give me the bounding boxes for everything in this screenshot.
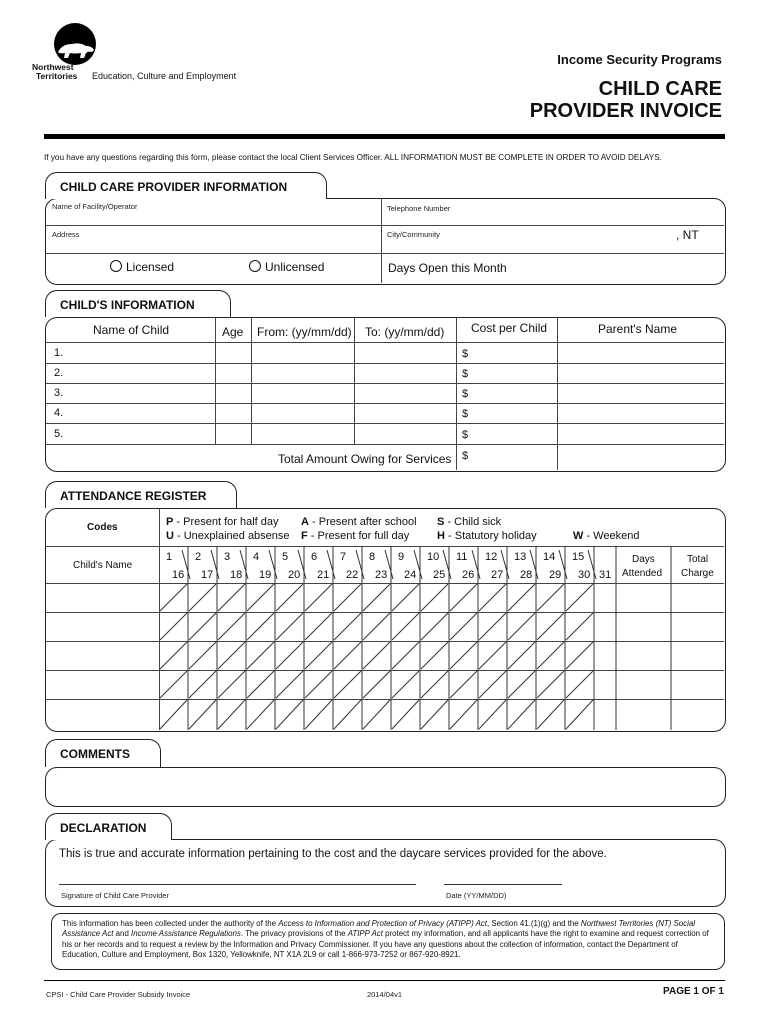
cost-dollar-3: $	[462, 388, 469, 400]
attendance-cell-diagonal	[247, 671, 274, 698]
code-f: F - Present for full day	[301, 530, 410, 542]
attendance-cell-diagonal	[479, 642, 506, 669]
attendance-cell-diagonal	[479, 700, 506, 729]
col-to-date: To: (yy/mm/dd)	[365, 325, 445, 339]
department-name: Education, Culture and Employment	[92, 71, 237, 81]
day-label-top: 9	[398, 551, 405, 563]
attendance-cell-diagonal	[537, 642, 564, 669]
declaration-title: DECLARATION	[60, 821, 147, 835]
attendance-cell-diagonal	[479, 584, 506, 611]
codes-label: Codes	[87, 522, 118, 533]
day-label-top: 10	[427, 551, 440, 563]
day-label-top: 6	[311, 551, 318, 563]
attendance-cell-diagonal	[508, 700, 535, 729]
day-label-bottom: 21	[317, 569, 330, 581]
attendance-cell-diagonal	[508, 642, 535, 669]
child-row-2-number: 2.	[54, 367, 64, 379]
attendance-cell-diagonal	[566, 642, 593, 669]
attendance-cell-diagonal	[450, 613, 477, 640]
attendance-cell-diagonal	[421, 700, 448, 729]
cost-dollar-4: $	[462, 408, 469, 420]
day-label-bottom: 28	[520, 569, 533, 581]
cost-dollar-5: $	[462, 429, 469, 441]
attendance-title: ATTENDANCE REGISTER	[60, 489, 207, 503]
day-label-bottom: 25	[433, 569, 446, 581]
child-info-title: CHILD'S INFORMATION	[60, 298, 195, 312]
attendance-cell-diagonal	[189, 671, 216, 698]
day-label-top: 14	[543, 551, 556, 563]
attendance-cell-diagonal	[247, 700, 274, 729]
provider-info-title: CHILD CARE PROVIDER INFORMATION	[60, 180, 288, 194]
attendance-cell-diagonal	[276, 613, 303, 640]
attendance-cell-diagonal	[276, 671, 303, 698]
attendance-cell-diagonal	[450, 584, 477, 611]
code-a: A - Present after school	[301, 516, 417, 528]
attendance-cell-diagonal	[421, 584, 448, 611]
signature-input[interactable]	[59, 868, 416, 885]
child-row-5-number: 5.	[54, 428, 64, 440]
date-label: Date (YY/MM/DD)	[446, 891, 507, 900]
code-p: P - Present for half day	[166, 516, 279, 528]
attendance-cell-diagonal	[305, 613, 332, 640]
attendance-cell-diagonal	[450, 642, 477, 669]
comments-title: COMMENTS	[60, 747, 130, 761]
day-label-bottom: 18	[230, 569, 243, 581]
attendance-cell-diagonal	[218, 613, 245, 640]
attendance-cell-diagonal	[421, 613, 448, 640]
attendance-cell-diagonal	[189, 642, 216, 669]
licensed-label: Licensed	[126, 260, 175, 274]
day-label-bottom: 23	[375, 569, 388, 581]
attendance-cell-diagonal	[218, 584, 245, 611]
signature-label: Signature of Child Care Provider	[61, 891, 169, 900]
attendance-cell-diagonal	[392, 642, 419, 669]
attendance-cell-diagonal	[537, 700, 564, 729]
total-charge-label-1: Total	[687, 554, 709, 565]
nt-suffix: , NT	[676, 228, 699, 242]
day-label-top: 5	[282, 551, 289, 563]
footer-form-name: CPSI - Child Care Provider Subsidy Invoice	[46, 990, 191, 999]
attendance-cell-diagonal	[392, 700, 419, 729]
attendance-cell-diagonal	[189, 584, 216, 611]
attendance-cell-diagonal	[218, 700, 245, 729]
attendance-cell-diagonal	[305, 671, 332, 698]
attendance-cell-diagonal	[508, 613, 535, 640]
attendance-cell-diagonal	[479, 613, 506, 640]
attendance-cell-diagonal	[218, 671, 245, 698]
attendance-cell-diagonal	[334, 584, 361, 611]
day-label-bottom: 17	[201, 569, 214, 581]
attendance-cell-diagonal	[247, 613, 274, 640]
privacy-text: This information has been collected under the authority of the Access to Information and Protection of Privacy (ATIPP) Act, Section 41.(1)(g) and the Northwest Territories (NT) Social Assistance Act and Income Assistance Regulations. The privacy provisions of the ATIPP Act protect my information, and all applicants have the right to examine and request correction of his or her records and to request a review by the Information and Privacy Commissioner. If you have any questions about the collection of information, contact the Department of Education, Culture and Employment, Box 1320, Yellowknife, NT X1A 2L9 or call 1-866-973-7252 or 867-920-8921.	[62, 919, 709, 959]
attendance-cell-diagonal	[508, 584, 535, 611]
day-label-top: 1	[166, 551, 173, 563]
code-h: H - Statutory holiday	[437, 530, 537, 542]
attendance-cell-diagonal	[334, 671, 361, 698]
attendance-cell-diagonal	[160, 613, 187, 640]
attendance-cell-diagonal	[247, 642, 274, 669]
child-row-1-number: 1.	[54, 347, 64, 359]
day-label-bottom: 26	[462, 569, 475, 581]
code-s: S - Child sick	[437, 516, 502, 528]
day-label-top: 7	[340, 551, 347, 563]
facility-label: Name of Facility/Operator	[52, 202, 138, 211]
attendance-cell-diagonal	[334, 700, 361, 729]
attendance-cell-diagonal	[218, 642, 245, 669]
unlicensed-label: Unlicensed	[265, 260, 325, 274]
childs-name-label: Child's Name	[73, 560, 133, 571]
program-name: Income Security Programs	[557, 52, 722, 67]
day-label-top: 3	[224, 551, 231, 563]
attendance-cell-diagonal	[421, 642, 448, 669]
form-title-line-2: PROVIDER INVOICE	[529, 100, 722, 122]
total-owing-label: Total Amount Owing for Services	[278, 452, 452, 466]
address-label: Address	[52, 230, 80, 239]
day-label-bottom: 30	[578, 569, 591, 581]
day-label-top: 4	[253, 551, 260, 563]
day-label-bottom: 29	[549, 569, 562, 581]
attendance-cell-diagonal	[363, 700, 390, 729]
days-open-label: Days Open this Month	[388, 261, 507, 275]
days-attended-label-1: Days	[632, 554, 655, 565]
attendance-cell-diagonal	[160, 700, 187, 729]
logo-line-1: Northwest	[32, 62, 74, 72]
city-label: City/Community	[387, 230, 440, 239]
footer-page-number: PAGE 1 OF 1	[663, 986, 724, 997]
attendance-cell-diagonal	[276, 642, 303, 669]
col-parents-name: Parent's Name	[598, 322, 677, 336]
attendance-cell-diagonal	[392, 613, 419, 640]
day-label-top: 15	[572, 551, 585, 563]
attendance-cell-diagonal	[334, 613, 361, 640]
attendance-cell-diagonal	[276, 700, 303, 729]
attendance-cell-diagonal	[479, 671, 506, 698]
attendance-cell-diagonal	[160, 584, 187, 611]
day-label-bottom: 27	[491, 569, 504, 581]
day-label-top: 12	[485, 551, 498, 563]
attendance-cell-diagonal	[537, 671, 564, 698]
day-label-top: 11	[456, 551, 468, 563]
col-cost-per-child: Cost per Child	[471, 321, 548, 335]
attendance-cell-diagonal	[305, 584, 332, 611]
day-label-bottom: 16	[172, 569, 185, 581]
attendance-cell-diagonal	[566, 613, 593, 640]
attendance-cell-diagonal	[566, 700, 593, 729]
footer-version: 2014/04v1	[367, 990, 403, 999]
total-charge-label-2: Charge	[681, 568, 714, 579]
attendance-cell-diagonal	[305, 642, 332, 669]
attendance-cell-diagonal	[276, 584, 303, 611]
comments-tab	[45, 739, 161, 767]
attendance-cell-diagonal	[363, 613, 390, 640]
attendance-cell-diagonal	[421, 671, 448, 698]
attendance-cell-diagonal	[160, 642, 187, 669]
day-label-top: 2	[195, 551, 202, 563]
code-w: W - Weekend	[573, 530, 640, 542]
child-row-3-number: 3.	[54, 387, 64, 399]
day-label-top: 13	[514, 551, 527, 563]
intro-text: If you have any questions regarding this form, please contact the local Client Services Officer. ALL INFORMATION MUST BE COMPLETE IN ORDER TO AVOID DELAYS.	[44, 153, 662, 162]
telephone-label: Telephone Number	[387, 204, 451, 213]
attendance-cell-diagonal	[450, 671, 477, 698]
attendance-cell-diagonal	[363, 584, 390, 611]
day-label-bottom: 22	[346, 569, 359, 581]
comments-box[interactable]	[45, 767, 726, 807]
day-label-bottom: 20	[288, 569, 301, 581]
attendance-cell-diagonal	[363, 642, 390, 669]
day-label-bottom: 19	[259, 569, 272, 581]
attendance-cell-diagonal	[392, 584, 419, 611]
attendance-cell-diagonal	[566, 671, 593, 698]
cost-dollar-2: $	[462, 368, 469, 380]
date-input[interactable]	[444, 868, 562, 885]
declaration-tab	[45, 813, 172, 840]
attendance-cell-diagonal	[392, 671, 419, 698]
col-from-date: From: (yy/mm/dd)	[257, 325, 352, 339]
form-title-line-1: CHILD CARE	[598, 78, 722, 100]
attendance-cell-diagonal	[450, 700, 477, 729]
day-label-bottom: 24	[404, 569, 417, 581]
day-label-top: 8	[369, 551, 376, 563]
col-name-of-child: Name of Child	[93, 323, 170, 337]
total-dollar: $	[462, 450, 469, 462]
days-attended-label-2: Attended	[622, 568, 663, 579]
code-u: U - Unexplained absense	[166, 530, 290, 542]
attendance-cell-diagonal	[566, 584, 593, 611]
declaration-statement: This is true and accurate information pertaining to the cost and the daycare services provided for the above.	[59, 848, 607, 860]
attendance-cell-diagonal	[537, 584, 564, 611]
attendance-cell-diagonal	[247, 584, 274, 611]
cost-dollar-1: $	[462, 348, 469, 360]
attendance-cell-diagonal	[334, 642, 361, 669]
col-age: Age	[222, 325, 244, 339]
logo-line-2: Territories	[36, 71, 78, 81]
attendance-cell-diagonal	[160, 671, 187, 698]
attendance-cell-diagonal	[537, 613, 564, 640]
attendance-cell-diagonal	[189, 700, 216, 729]
attendance-cell-diagonal	[189, 613, 216, 640]
day-label-31: 31	[599, 569, 612, 581]
attendance-cell-diagonal	[508, 671, 535, 698]
child-row-4-number: 4.	[54, 407, 64, 419]
attendance-cell-diagonal	[363, 671, 390, 698]
attendance-cell-diagonal	[305, 700, 332, 729]
